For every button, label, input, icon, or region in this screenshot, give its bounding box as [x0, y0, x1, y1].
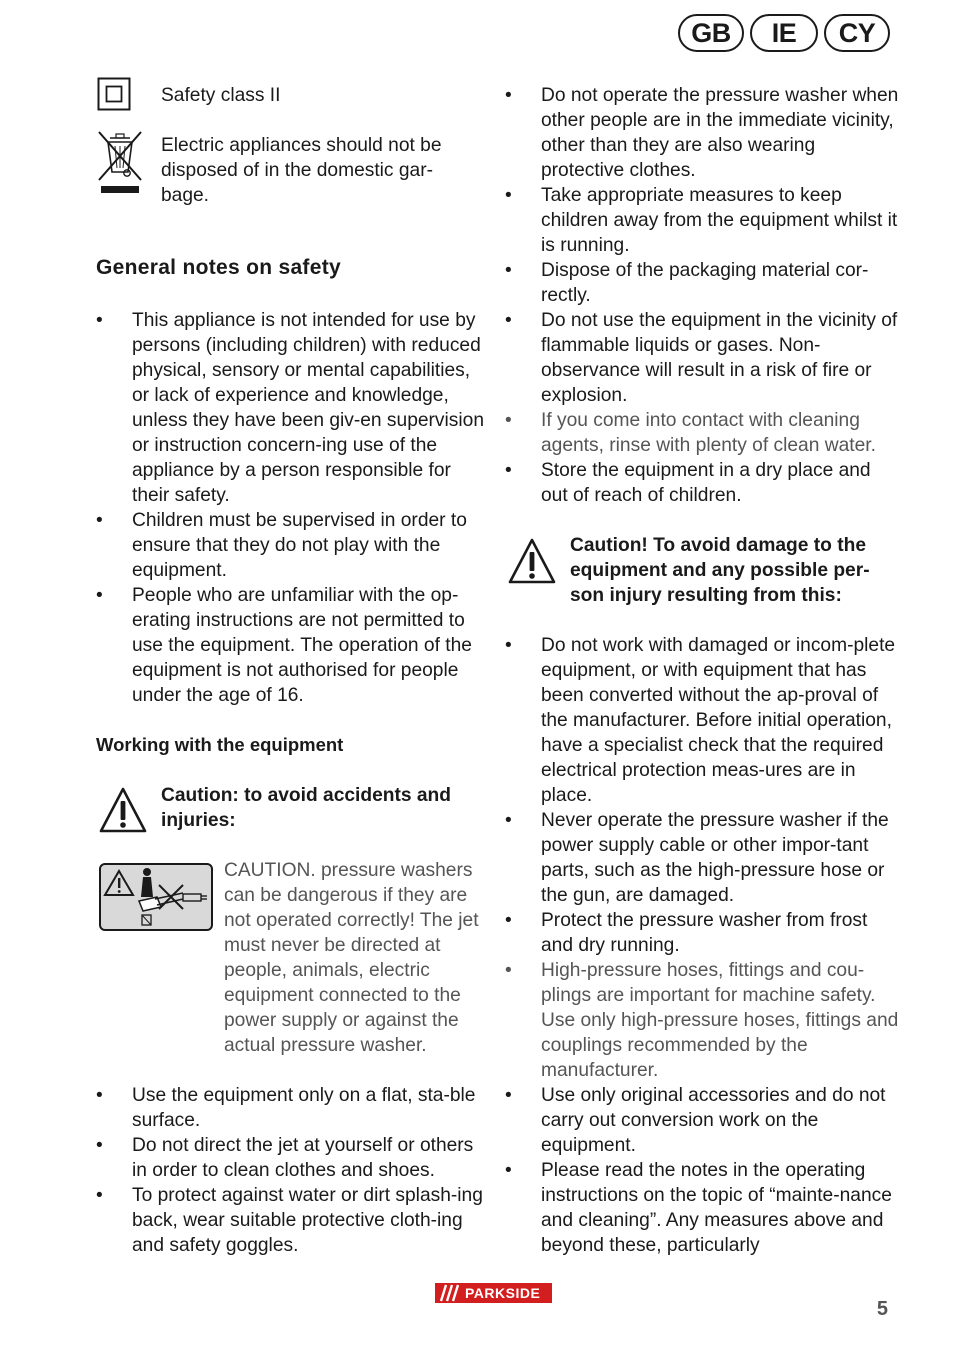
list-item — [96, 1133, 486, 1183]
bullet: • — [96, 1085, 103, 1106]
list-item — [96, 583, 486, 708]
list-item-text: Use the equipment only on a flat, sta-ble surface. — [132, 1085, 476, 1131]
language-badges — [678, 14, 890, 52]
bullet: • — [505, 460, 512, 481]
list-item-text: Do not direct the jet at yourself or others in order to clean clothes and shoes. — [132, 1135, 474, 1181]
pressure-washer-warning-text — [224, 858, 486, 1058]
safety-class-ii-icon — [97, 77, 131, 116]
list-item-text: Do not work with damaged or incom-plete equipment, or with equipment that has been converted without the ap-proval of the manufacturer. Before initial operation, have a specialist check that the required electrical protection meas-ures are in place. — [541, 635, 896, 806]
list-item-text: High-pressure hoses, fittings and cou-plings are important for machine safety. Use only high-pressure hoses, fittings and couplings recommended by the manufacturer. — [541, 960, 899, 1081]
safety-class-label: Safety class II — [161, 85, 281, 106]
general-safety-heading: General notes on safety — [96, 256, 341, 279]
bullet: • — [505, 960, 512, 981]
bullet: • — [505, 910, 512, 931]
language-badge-ie: IE — [750, 14, 818, 52]
weee-disposal-icon — [96, 130, 144, 201]
bullet: • — [96, 585, 103, 606]
list-item-text: Protect the pressure washer from frost and dry running. — [541, 910, 868, 956]
bullet: • — [96, 510, 103, 531]
list-item-text: Dispose of the packaging material cor-rectly. — [541, 260, 869, 306]
bullet: • — [96, 310, 103, 331]
list-item-text: If you come into contact with cleaning agents, rinse with plenty of clean water. — [541, 410, 876, 456]
list-item-text: Take appropriate measures to keep children away from the equipment whilst it is running. — [541, 185, 898, 256]
pressure-washer-warning-icon — [99, 863, 213, 936]
list-item-text: Do not operate the pressure washer when other people are in the immediate vicinity, other than they are also wearing protective clothes. — [541, 85, 899, 181]
list-item-text: People who are unfamiliar with the op-erating instructions are not permitted to use the equipment. The operation of the equipment is not authorised for people under the age of 16. — [132, 585, 472, 706]
list-item-text: Children must be supervised in order to ensure that they do not play with the equipment. — [132, 510, 467, 581]
parkside-logo — [435, 1283, 552, 1303]
list-item — [505, 908, 900, 958]
list-item — [505, 958, 900, 1083]
list-item-text: This appliance is not intended for use by persons (including children) with reduced physical, sensory or mental capabilities, or lack of experience and knowledge, unless they have been giv-en supervision or instruction concern-ing use of the appliance by a person responsible for their safety. — [132, 310, 484, 506]
list-item — [505, 183, 900, 258]
working-list — [96, 1083, 486, 1258]
list-item — [505, 408, 900, 458]
damage-caution-text: Caution! To avoid damage to the equipment and any possible per-son injury resulting from this: — [570, 535, 870, 606]
language-badge-cy: CY — [824, 14, 890, 52]
bullet: • — [505, 310, 512, 331]
page-number: 5 — [876, 1298, 888, 1320]
list-item — [96, 508, 486, 583]
pressure-warning-text: CAUTION. pressure washers can be dangerous if they are not operated correctly! The jet must never be directed at people, animals, electric equipment connected to the power supply or against the actual pressure washer. — [224, 860, 479, 1056]
list-item — [96, 308, 486, 508]
working-heading: Working with the equipment — [96, 734, 344, 755]
language-badge-gb: GB — [678, 14, 744, 52]
list-item-text: Do not use the equipment in the vicinity of flammable liquids or gases. Non-observance will result in a risk of fire or explosion. — [541, 310, 898, 406]
general-safety-list — [96, 308, 486, 708]
list-item-text: Use only original accessories and do not carry out conversion work on the equipment. — [541, 1085, 886, 1156]
list-item — [505, 458, 900, 508]
accident-caution-text: Caution: to avoid accidents and injuries: — [161, 785, 451, 831]
list-item — [505, 83, 900, 183]
list-item — [505, 308, 900, 408]
list-item-text: Store the equipment in a dry place and out of reach of children. — [541, 460, 871, 506]
warning-triangle-icon — [507, 537, 557, 585]
bullet: • — [505, 185, 512, 206]
list-item — [505, 1158, 900, 1258]
list-item — [505, 1083, 900, 1158]
list-item — [505, 633, 900, 808]
warning-triangle-icon — [98, 786, 148, 834]
bullet: • — [505, 635, 512, 656]
bullet: • — [505, 260, 512, 281]
list-item-text: To protect against water or dirt splash-ing back, wear suitable protective cloth-ing and safety goggles. — [132, 1185, 483, 1256]
bullet: • — [96, 1135, 103, 1156]
disposal-note: Electric appliances should not be disposed of in the domestic gar-bage. — [161, 135, 442, 206]
bullet: • — [505, 1160, 512, 1181]
logo-stripes-icon — [435, 1283, 465, 1303]
bullet: • — [505, 810, 512, 831]
list-item — [505, 258, 900, 308]
bullet: • — [505, 1085, 512, 1106]
brand-name: PARKSIDE — [465, 1285, 541, 1301]
list-item-text: Please read the notes in the operating instructions on the topic of “mainte-nance and cleaning”. Any measures above and beyond these, particularly — [541, 1160, 892, 1256]
list-item-text: Never operate the pressure washer if the power supply cable or other impor-tant parts, such as the high-pressure hose or the gun, are damaged. — [541, 810, 889, 906]
bullet: • — [96, 1185, 103, 1206]
list-item — [505, 808, 900, 908]
damage-list — [505, 633, 900, 1258]
list-item — [96, 1083, 486, 1133]
bullet: • — [505, 85, 512, 106]
bullet: • — [505, 410, 512, 431]
right-safety-list — [505, 83, 900, 508]
list-item — [96, 1183, 486, 1258]
